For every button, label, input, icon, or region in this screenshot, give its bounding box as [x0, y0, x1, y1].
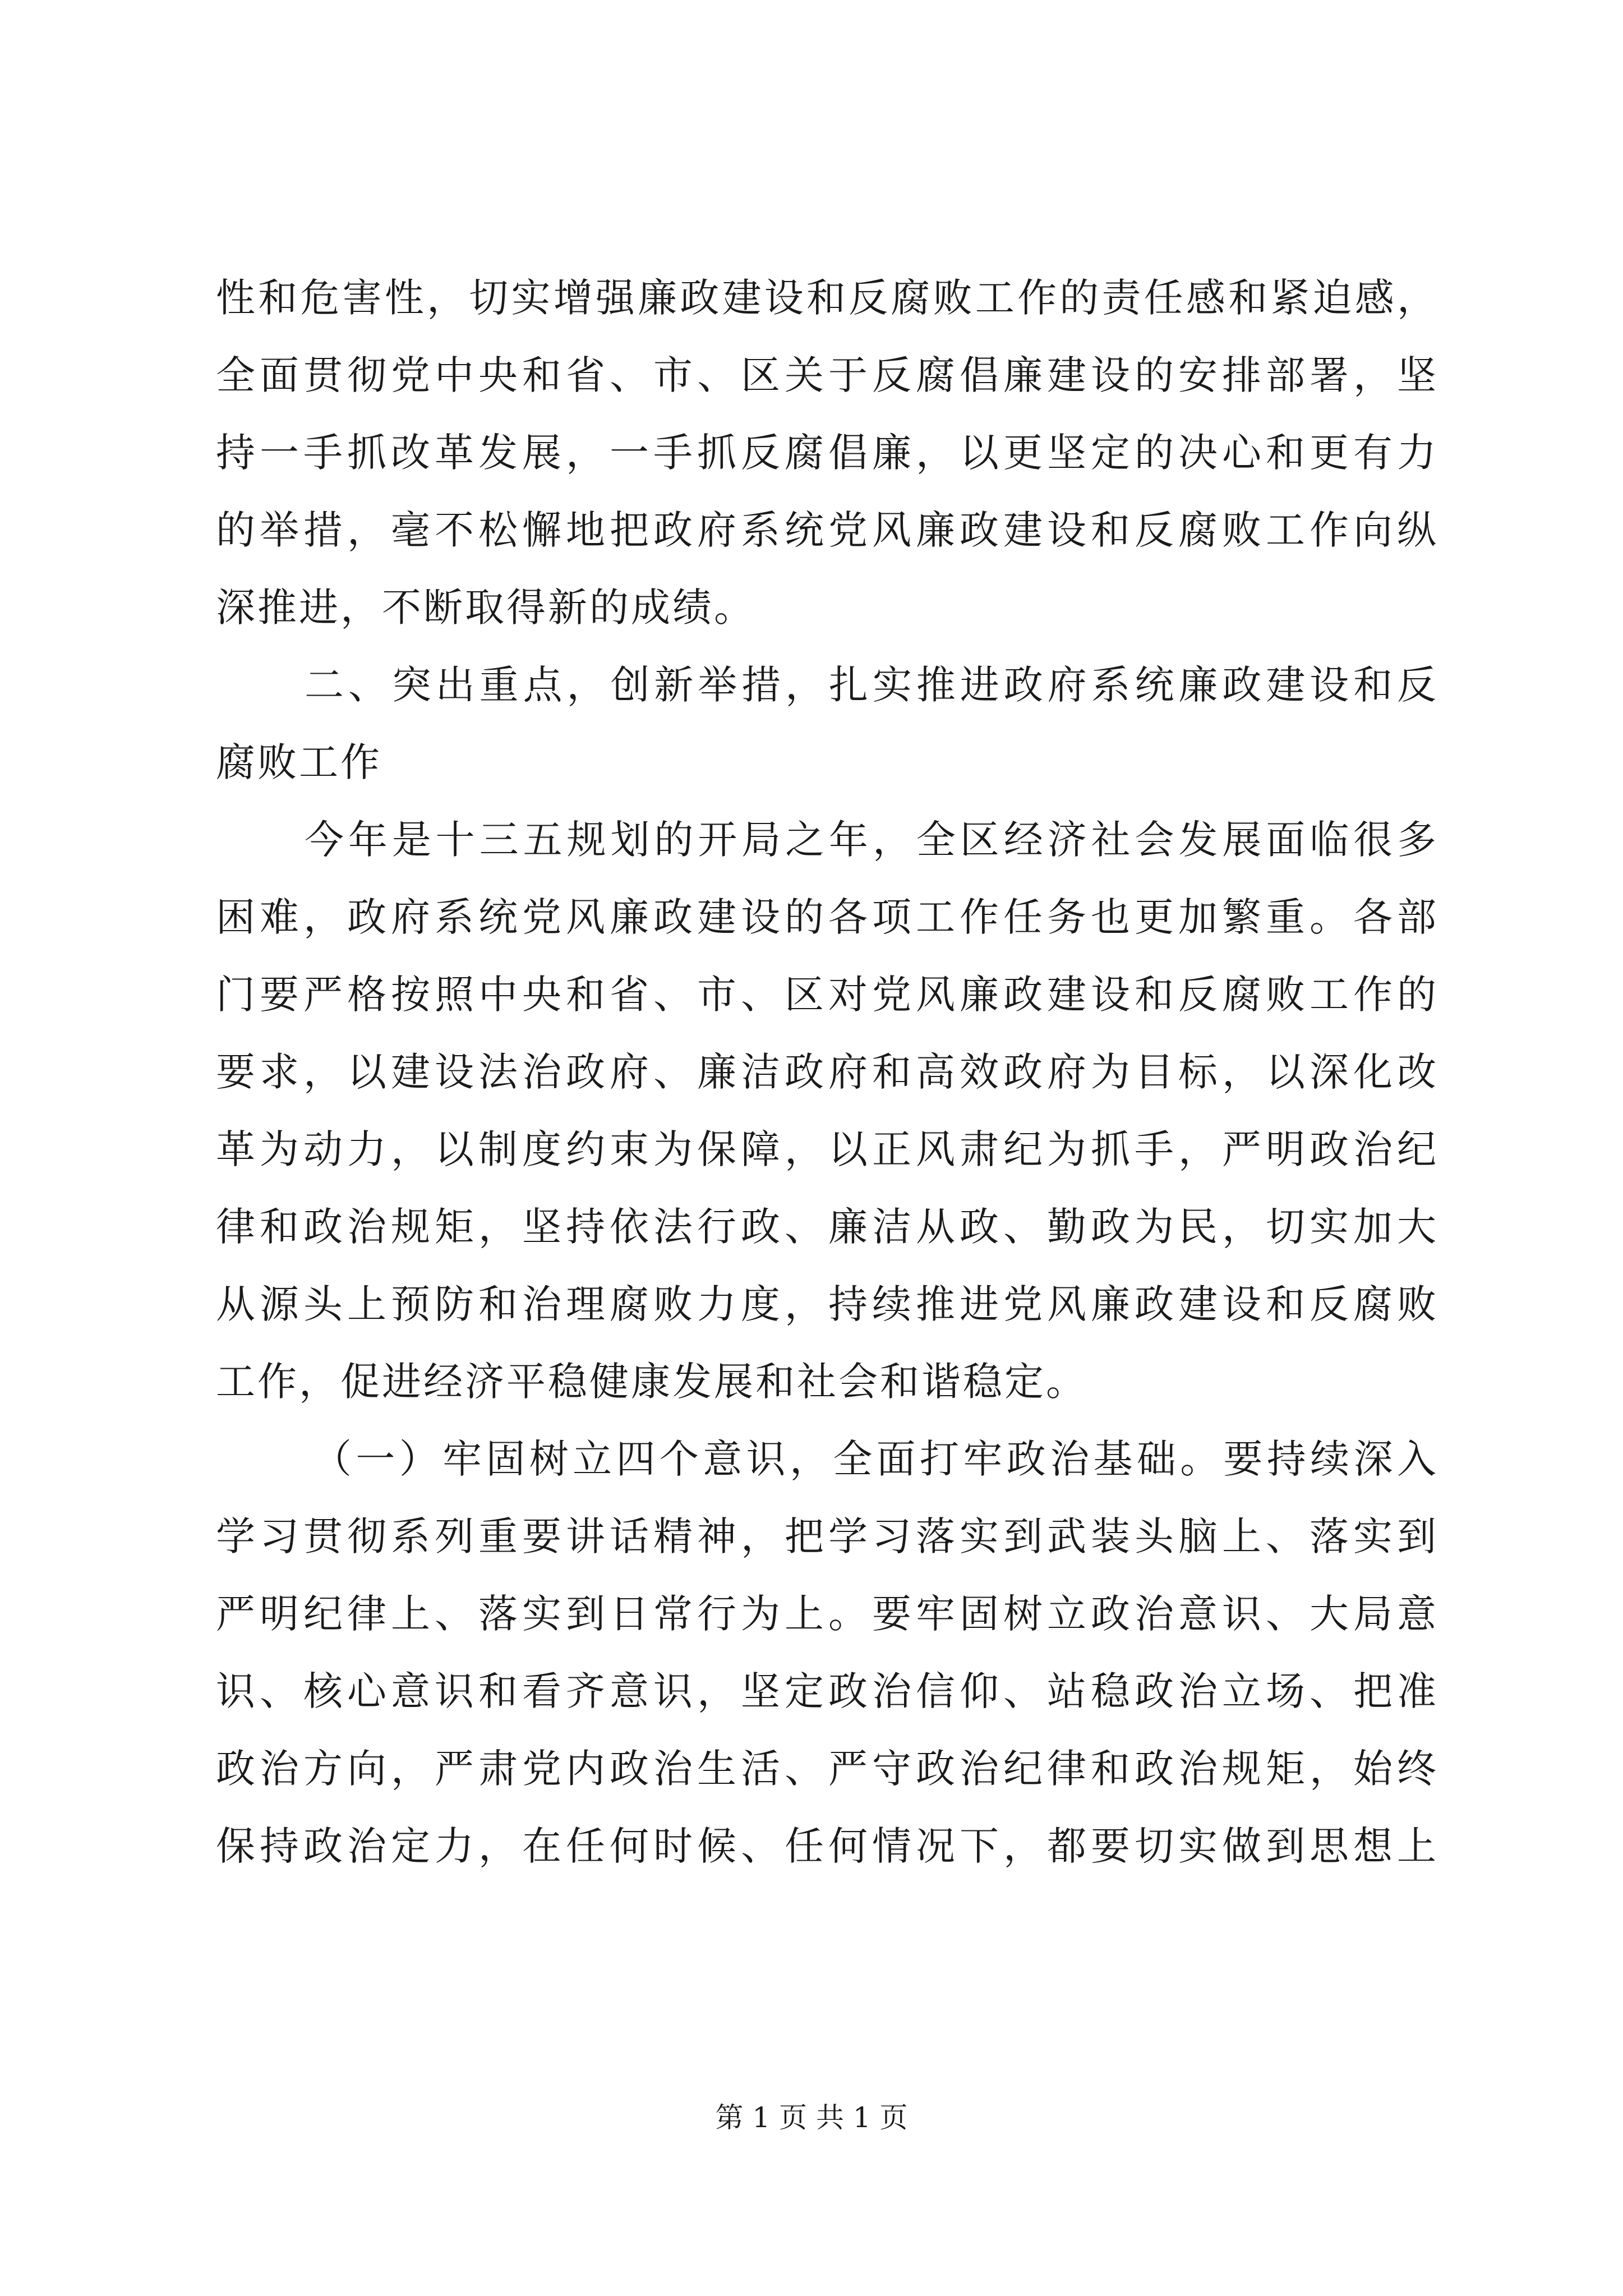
text-line: 困难，政府系统党风廉政建设的各项工作任务也更加繁重。各部	[216, 894, 1438, 940]
text-line: 革为动力，以制度约束为保障，以正风肃纪为抓手，严明政治纪	[216, 1126, 1438, 1172]
text-line: 要求，以建设法治政府、廉洁政府和高效政府为目标，以深化改	[216, 1049, 1438, 1095]
page-footer: 第 1 页 共 1 页	[715, 2101, 908, 2134]
text-line: 学习贯彻系列重要讲话精神，把学习落实到武装头脑上、落实到	[216, 1513, 1438, 1559]
text-line: 从源头上预防和治理腐败力度，持续推进党风廉政建设和反腐败	[216, 1281, 1438, 1327]
text-line: 持一手抓改革发展，一手抓反腐倡廉，以更坚定的决心和更有力	[216, 430, 1438, 476]
text-line: 门要严格按照中央和省、市、区对党风廉政建设和反腐败工作的	[216, 972, 1438, 1018]
section-heading: 腐败工作	[216, 739, 382, 785]
text-line: 工作，促进经济平稳健康发展和社会和谐稳定。	[216, 1359, 1087, 1405]
text-line: 性和危害性，切实增强廉政建设和反腐败工作的责任感和紧迫感，	[216, 275, 1438, 321]
text-line: 政治方向，严肃党内政治生活、严守政治纪律和政治规矩，始终	[216, 1746, 1438, 1792]
text-line: 严明纪律上、落实到日常行为上。要牢固树立政治意识、大局意	[216, 1591, 1438, 1637]
text-line: 全面贯彻党中央和省、市、区关于反腐倡廉建设的安排部署，坚	[216, 352, 1438, 398]
document-body	[216, 259, 1438, 1885]
text-line: （一）牢固树立四个意识，全面打牢政治基础。要持续深入	[312, 1436, 1438, 1482]
text-line: 今年是十三五规划的开局之年，全区经济社会发展面临很多	[305, 817, 1438, 863]
text-line: 的举措，毫不松懈地把政府系统党风廉政建设和反腐败工作向纵	[216, 507, 1438, 553]
text-line: 保持政治定力，在任何时候、任何情况下，都要切实做到思想上	[216, 1823, 1438, 1869]
text-line: 深推进，不断取得新的成绩。	[216, 585, 755, 631]
section-heading: 二、突出重点，创新举措，扎实推进政府系统廉政建设和反	[305, 662, 1438, 708]
text-line: 识、核心意识和看齐意识，坚定政治信仰、站稳政治立场、把准	[216, 1668, 1438, 1714]
text-line: 律和政治规矩，坚持依法行政、廉洁从政、勤政为民，切实加大	[216, 1204, 1438, 1250]
